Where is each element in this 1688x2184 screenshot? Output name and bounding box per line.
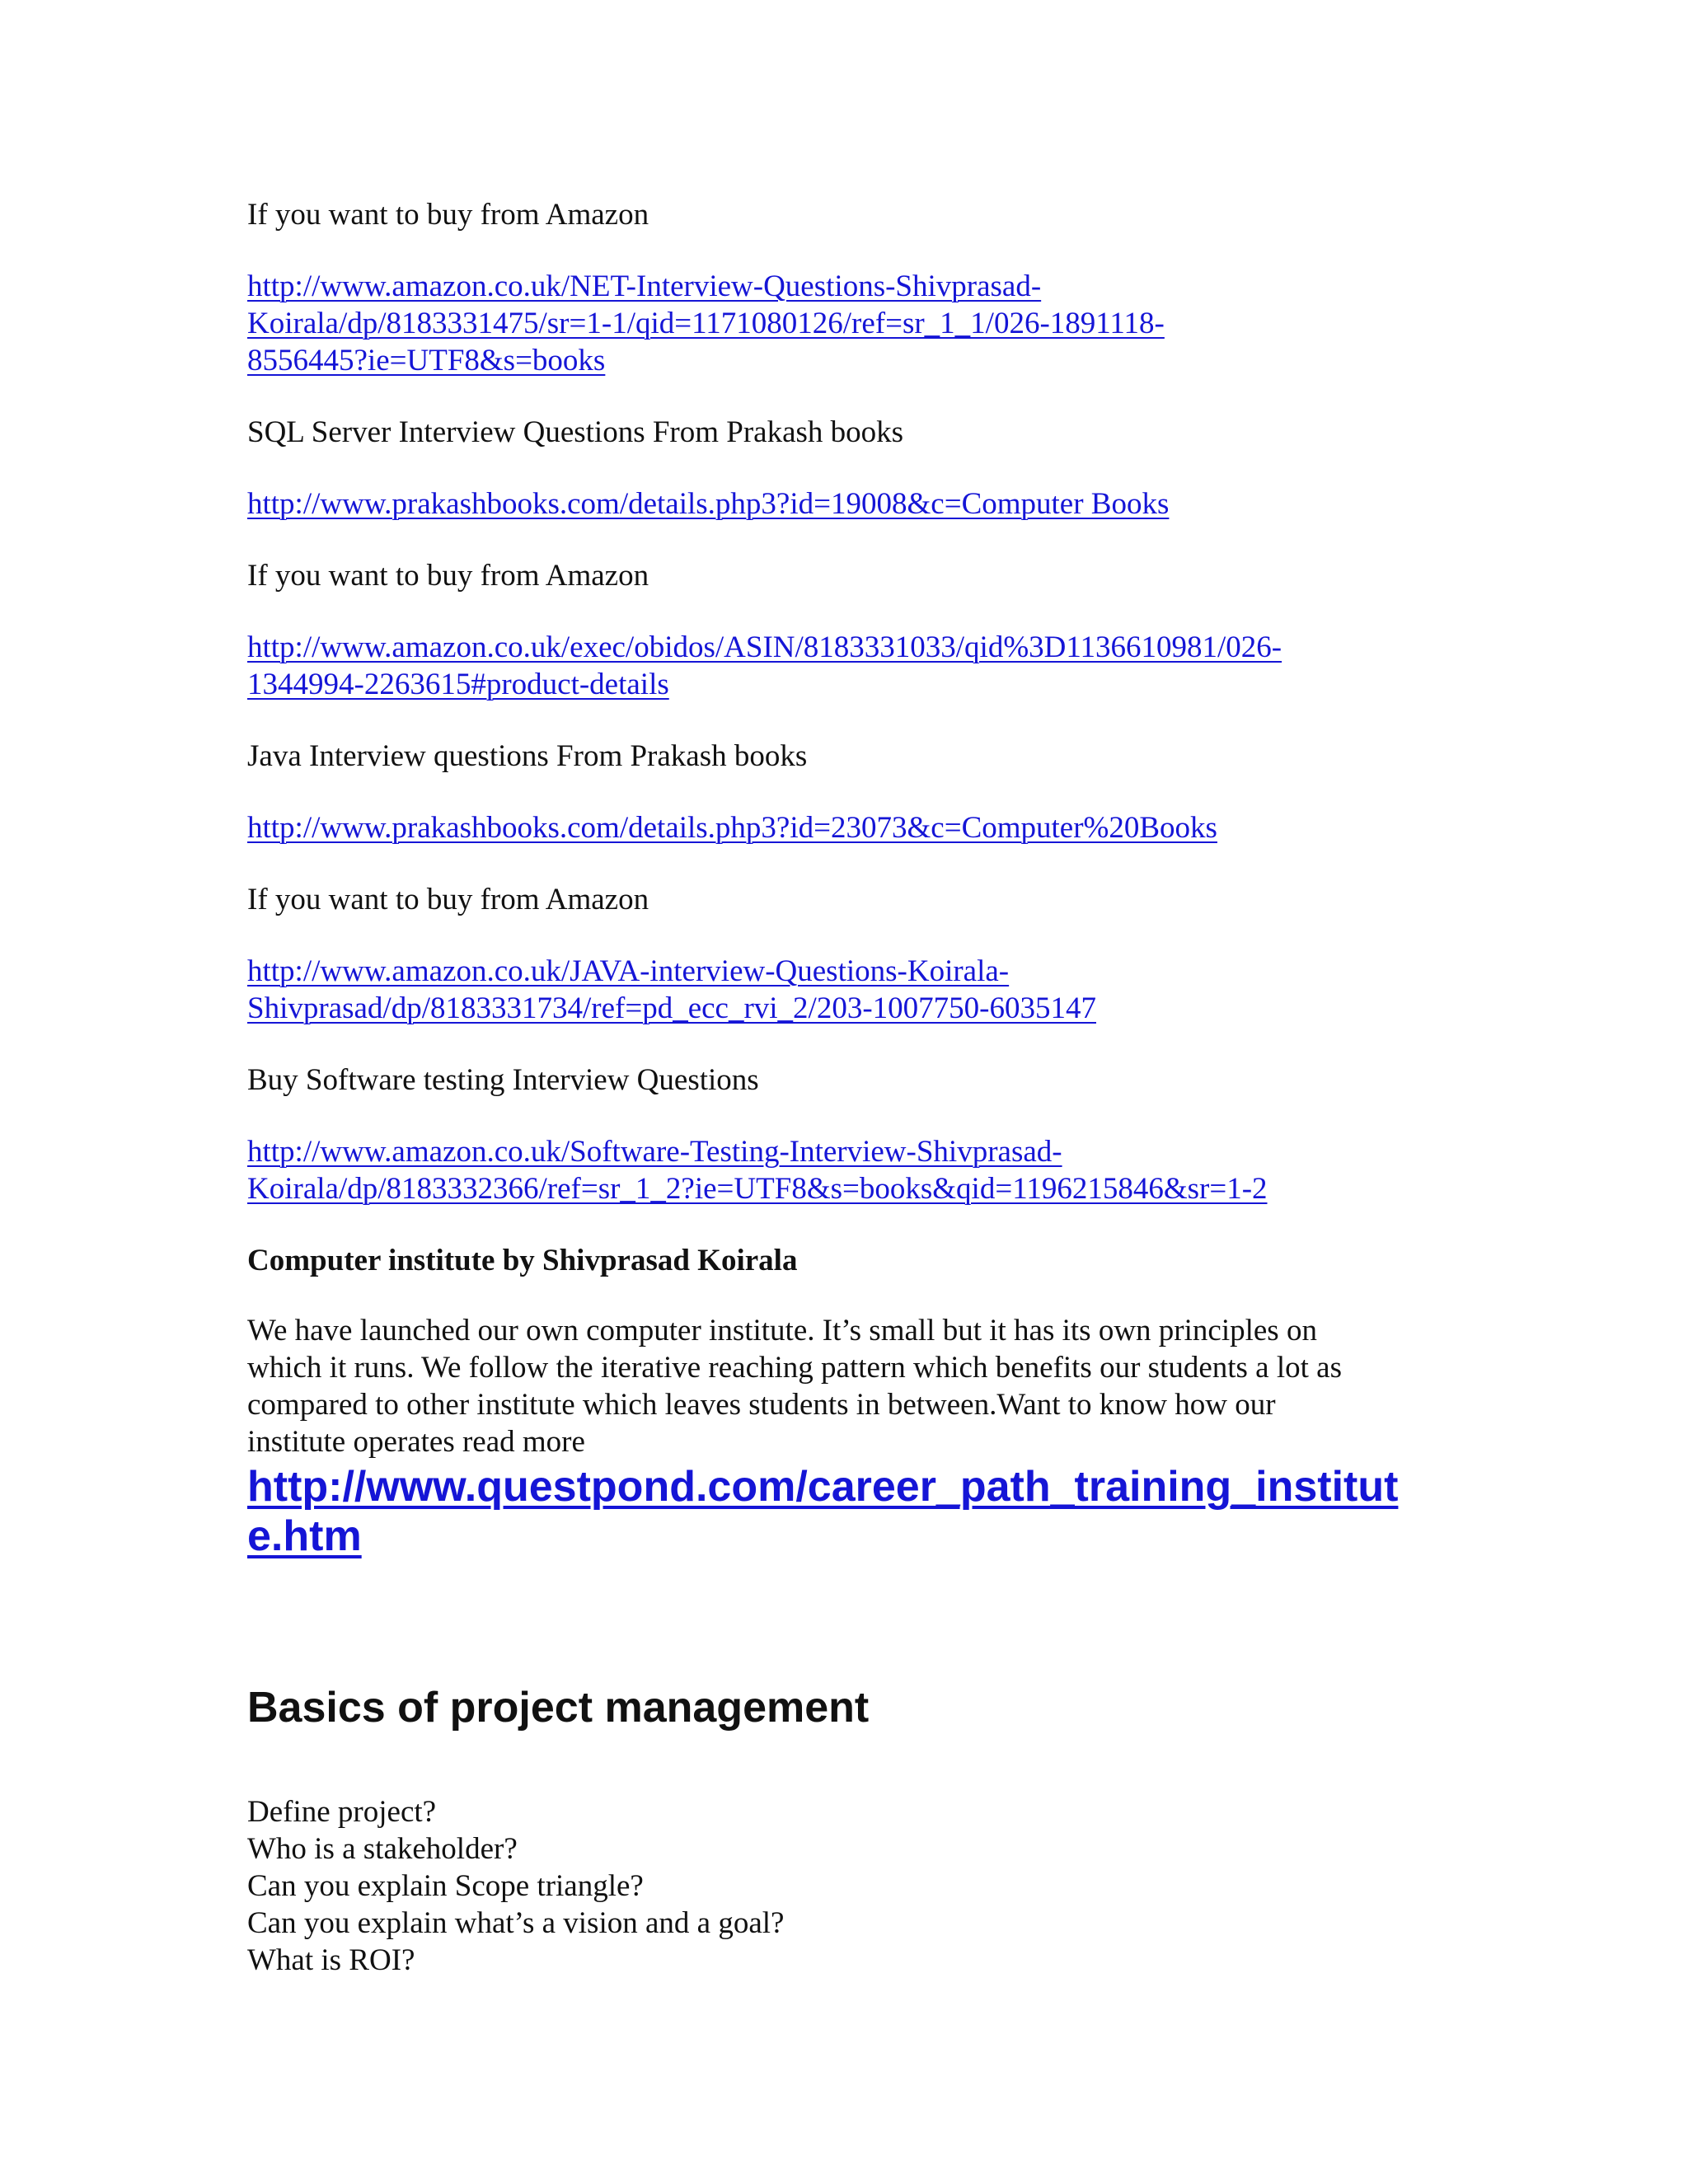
question-list [247,1793,1459,1979]
book-link-line[interactable]: http://www.amazon.co.uk/Software-Testing-Interview-Shivprasad- [247,1135,1062,1169]
book-link-line[interactable]: http://www.amazon.co.uk/NET-Interview-Questions-Shivprasad- [247,269,1042,303]
question-item: Define project? [247,1795,437,1829]
book-link-line[interactable]: http://www.prakashbooks.com/details.php3?id=19008&c=Computer Books [247,487,1170,521]
book-link[interactable] [247,268,1459,379]
document-page [247,196,1459,1979]
book-link[interactable] [247,629,1459,703]
book-link[interactable] [247,953,1459,1027]
book-link[interactable] [247,1133,1459,1207]
intro-text: Buy Software testing Interview Questions [247,1063,759,1097]
question-item: What is ROI? [247,1943,415,1977]
question-item: Can you explain Scope triangle? [247,1869,644,1903]
book-link[interactable] [247,485,1459,523]
book-link-line[interactable]: Koirala/dp/8183332366/ref=sr_1_2?ie=UTF8&s=books&qid=1196215846&sr=1-2 [247,1172,1268,1206]
section-heading-project-management: Basics of project management [247,1684,870,1732]
question-item: Who is a stakeholder? [247,1832,518,1866]
book-link-line[interactable]: Koirala/dp/8183331475/sr=1-1/qid=1171080126/ref=sr_1_1/026-1891118- [247,307,1165,340]
institute-description-line: compared to other institute which leaves students in between.Want to know how our [247,1388,1276,1422]
institute-description-line: We have launched our own computer institute. It’s small but it has its own principles on [247,1314,1317,1347]
intro-text: Java Interview questions From Prakash books [247,739,808,773]
book-link-line[interactable]: http://www.amazon.co.uk/JAVA-interview-Questions-Koirala- [247,954,1010,988]
institute-heading: Computer institute by Shivprasad Koirala [247,1244,798,1277]
intro-text: If you want to buy from Amazon [247,198,649,232]
institute-description-line: institute operates read more [247,1425,585,1459]
question-item: Can you explain what’s a vision and a goal? [247,1906,785,1940]
institute-description [247,1312,1459,1460]
book-link-line[interactable]: http://www.prakashbooks.com/details.php3?id=23073&c=Computer%20Books [247,811,1217,845]
intro-text: If you want to buy from Amazon [247,883,649,916]
intro-text: SQL Server Interview Questions From Prakash books [247,415,904,449]
book-links-section [247,196,1459,1207]
institute-link-line[interactable]: http://www.questpond.com/career_path_training_institut [247,1463,1399,1511]
institute-description-line: which it runs. We follow the iterative reaching pattern which benefits our students a lot as [247,1351,1342,1385]
intro-text: If you want to buy from Amazon [247,559,649,593]
book-link-line[interactable]: 8556445?ie=UTF8&s=books [247,344,606,377]
institute-link[interactable] [247,1462,1459,1561]
book-link-line[interactable]: 1344994-2263615#product-details [247,668,669,701]
book-link-line[interactable]: Shivprasad/dp/8183331734/ref=pd_ecc_rvi_2/203-1007750-6035147 [247,991,1096,1025]
book-link[interactable] [247,809,1459,846]
institute-link-line[interactable]: e.htm [247,1512,362,1560]
book-link-line[interactable]: http://www.amazon.co.uk/exec/obidos/ASIN/8183331033/qid%3D1136610981/026- [247,630,1282,664]
